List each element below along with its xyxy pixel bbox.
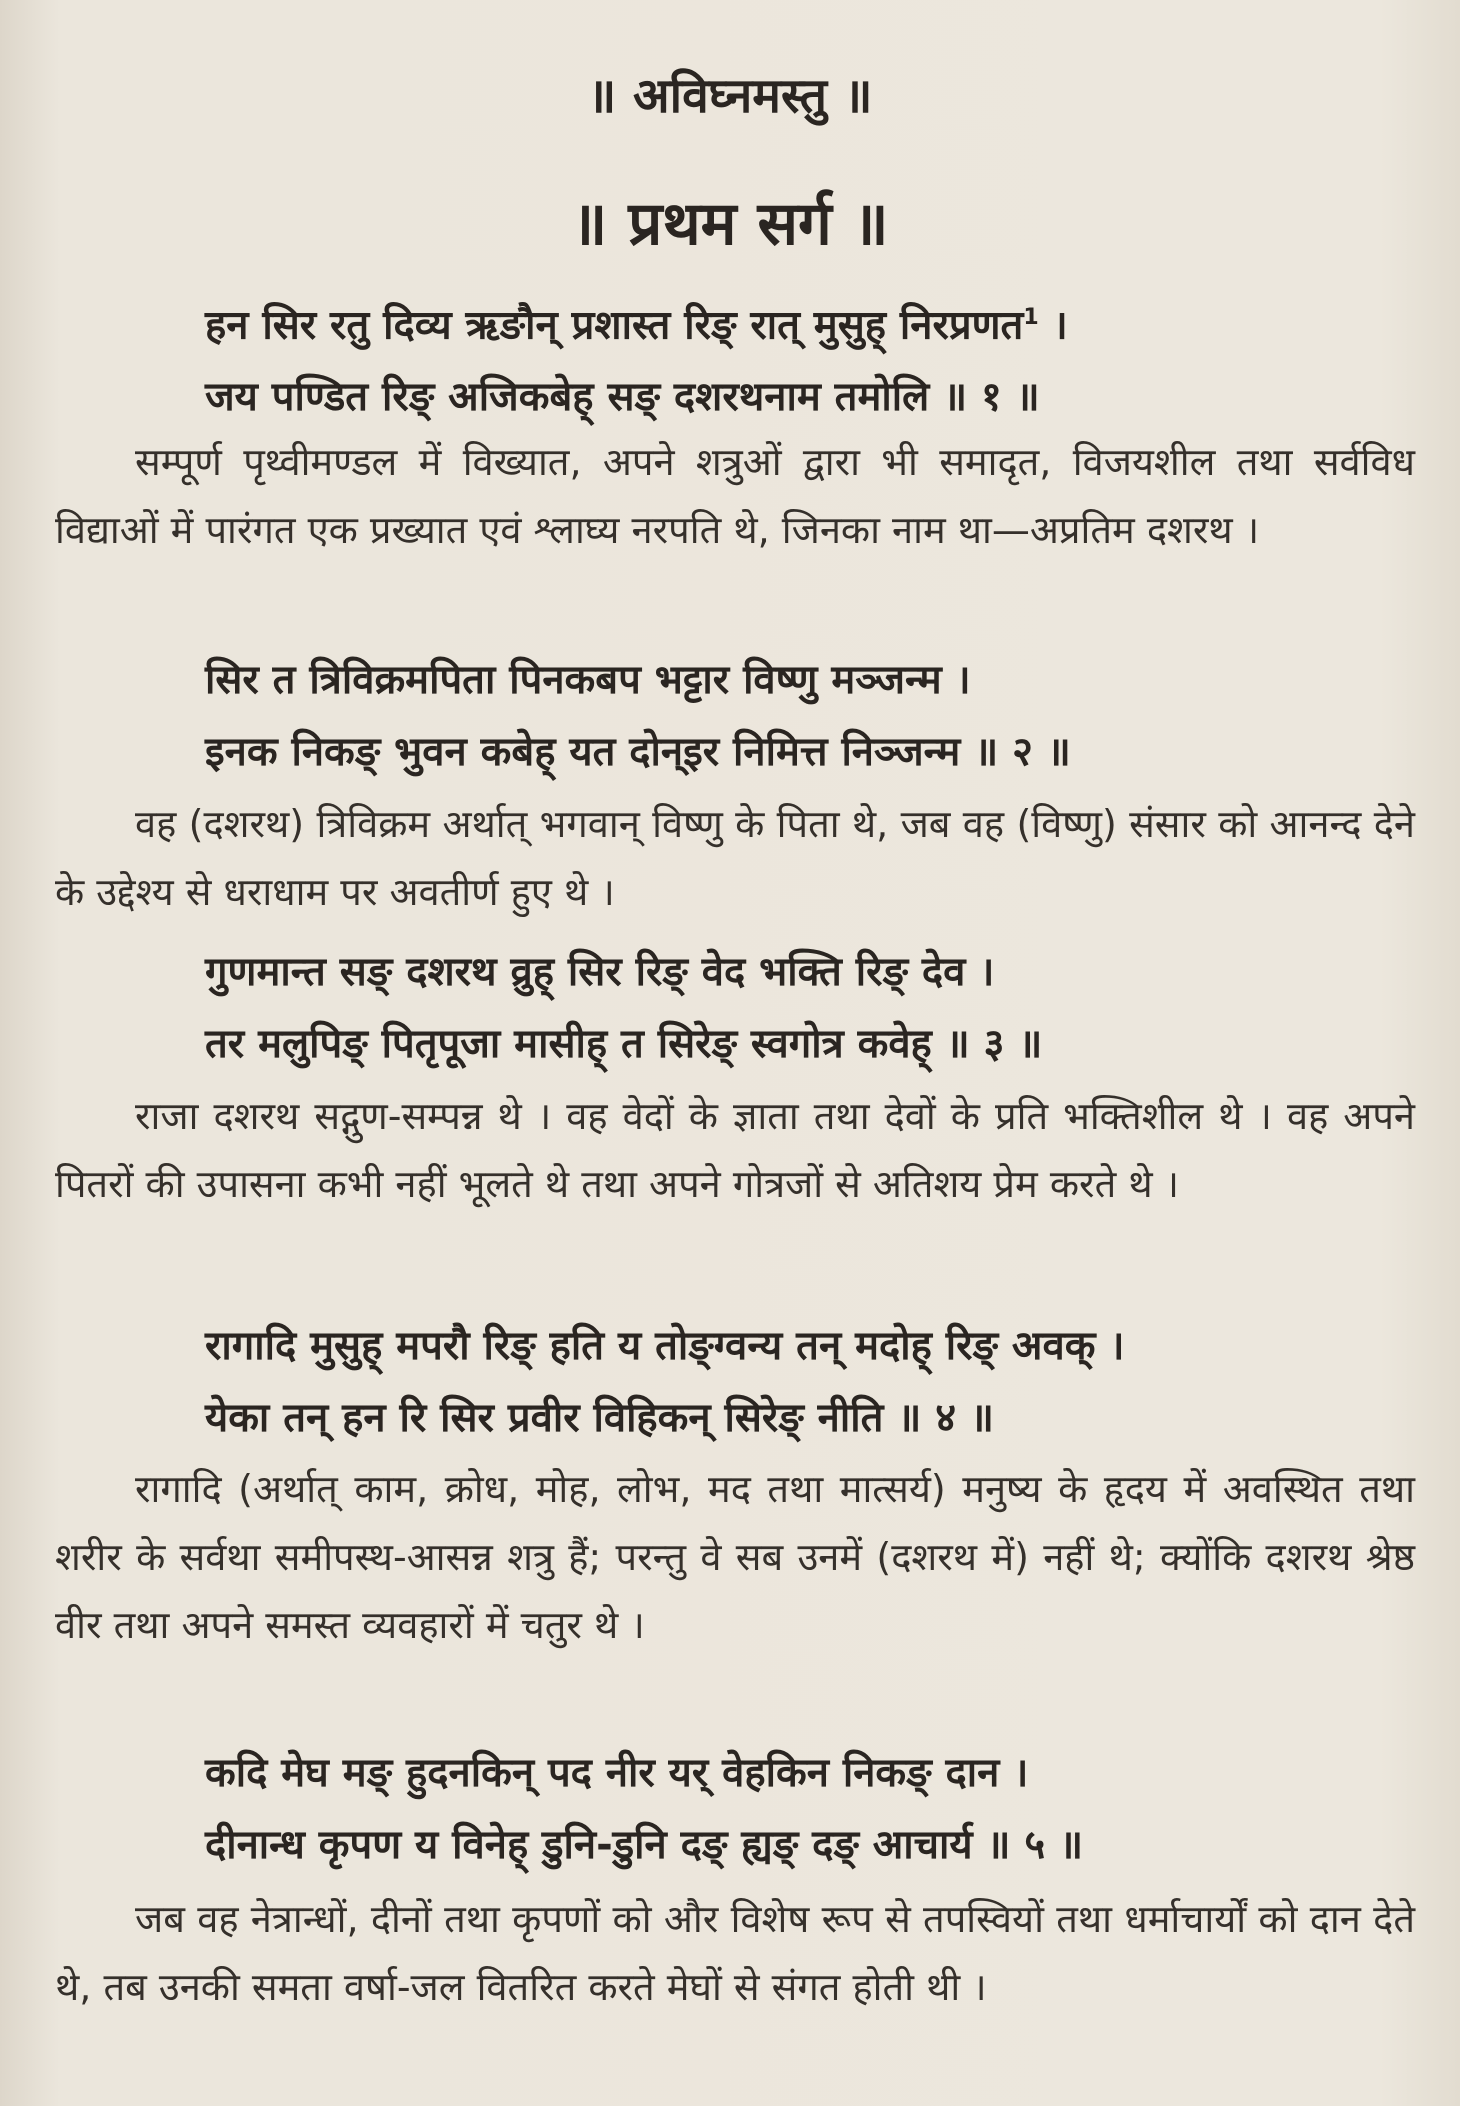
- translation-2: वह (दशरथ) त्रिविक्रम अर्थात् भगवान् विष्णु के पिता थे, जब वह (विष्णु) संसार को आनन्द देने के उद्देश्य से धराधाम पर अवतीर्ण हुए थे ।: [55, 802, 1415, 914]
- verse-line: दीनान्ध कृपण य विनेह् डुनि-डुनि दङ् ह्यङ् दङ् आचार्य ॥ ५ ॥: [205, 1822, 1084, 1868]
- footnote-marker: 1: [1023, 305, 1039, 330]
- verse-line: तर मलुपिङ् पितृपूजा मासीह् त सिरेङ् स्वगोत्र कवेह् ॥ ३ ॥: [205, 1021, 1043, 1067]
- verse-1: [205, 282, 1405, 433]
- translation-1: सम्पूर्ण पृथ्वीमण्डल में विख्यात, अपने शत्रुओं द्वारा भी समादृत, विजयशील तथा सर्वविध विद्याओं में पारंगत एक प्रख्यात एवं श्लाघ्य नरपति थे, जिनका नाम था—अप्रतिम दशरथ ।: [55, 440, 1415, 552]
- translation-3: राजा दशरथ सद्गुण-सम्पन्न थे । वह वेदों के ज्ञाता तथा देवों के प्रति भक्तिशील थे । वह अपने पितरों की उपासना कभी नहीं भूलते थे तथा अपने गोत्रजों से अतिशय प्रेम करते थे ।: [55, 1094, 1415, 1206]
- translation-5: जब वह नेत्रान्धों, दीनों तथा कृपणों को और विशेष रूप से तपस्वियों तथा धर्माचार्यों को दान देते थे, तब उनकी समता वर्षा-जल वितरित करते मेघों से संगत होती थी ।: [55, 1897, 1415, 2009]
- verse-4: [205, 1310, 1405, 1454]
- verse-5: [205, 1737, 1405, 1881]
- verse-2: [205, 644, 1405, 788]
- verse-line: गुणमान्त सङ् दशरथ व्रुह् सिर रिङ् वेद भक्ति रिङ् देव ।: [205, 949, 995, 995]
- canto-title: ॥ प्रथम सर्ग ॥: [571, 189, 889, 259]
- verse-line: येका तन् हन रि सिर प्रवीर विहिकन् सिरेङ् नीति ॥ ४ ॥: [205, 1395, 994, 1441]
- verse-line: रागादि मुसुह् मपरौ रिङ् हति य तोङ्ग्वन्य तन् मदोह् रिङ् अवक् ।: [205, 1323, 1125, 1369]
- verse-line: इनक निकङ् भुवन कबेह् यत दोन्इर निमित्त निञ्जन्म ॥ २ ॥: [205, 729, 1071, 775]
- verse-line: कदि मेघ मङ् हुदनकिन् पद नीर यर् वेहकिन निकङ् दान ।: [205, 1750, 1029, 1796]
- invocation-heading: ॥ अविघ्नमस्तु ॥: [587, 68, 873, 124]
- verse-line: हन सिर रतु दिव्य ऋङौन् प्रशास्त रिङ् रात् मुसुह् निरप्रणत$^1$ ।: [205, 302, 1068, 349]
- translation-4: रागादि (अर्थात् काम, क्रोध, मोह, लोभ, मद तथा मात्सर्य) मनुष्य के हृदय में अवस्थित तथा शरीर के सर्वथा समीपस्थ-आसन्न शत्रु हैं; परन्तु वे सब उनमें (दशरथ में) नहीं थे; क्योंकि दशरथ श्रेष्ठ वीर तथा अपने समस्त व्यवहारों में चतुर थे ।: [55, 1467, 1415, 1647]
- verse-line: सिर त त्रिविक्रमपिता पिनकबप भट्टार विष्णु मञ्जन्म ।: [205, 657, 971, 703]
- verse-3: [205, 936, 1405, 1080]
- verse-line: जय पण्डित रिङ् अजिकबेह् सङ् दशरथनाम तमोलि ॥ १ ॥: [205, 374, 1040, 421]
